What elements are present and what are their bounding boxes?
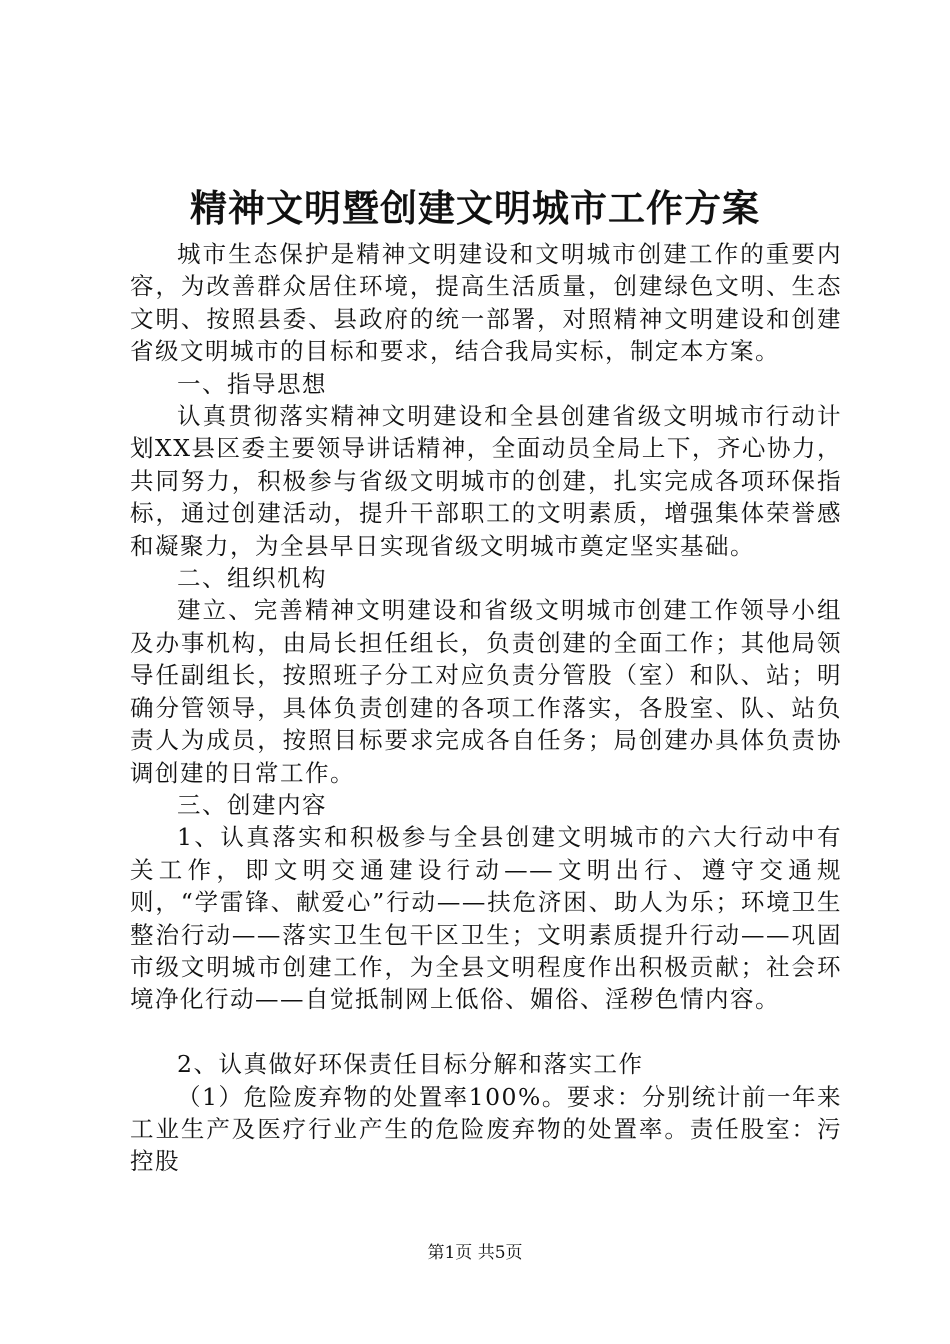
section-heading-organization: 二、组织机构 — [177, 564, 327, 593]
section-heading-content: 三、创建内容 — [177, 790, 327, 819]
intro-paragraph: 城市生态保护是精神文明建设和文明城市创建工作的重要内容，为改善群众居住环境，提高生活质量，创建绿色文明、生态文明、按照县委、县政府的统一部署，对照精神文明建设和创建省级文明城市的目标和要求，结合我局实标，制定本方案。 — [130, 240, 842, 366]
document-body — [130, 238, 842, 1178]
section-body-content: 1、认真落实和积极参与全县创建文明城市的六大行动中有关工作，即文明交通建设行动——文明出行、遵守交通规则，“学雷锋、献爱心”行动——扶危济困、助人为乐；环境卫生整治行动——落实卫生包干区卫生；文明素质提升行动——巩固市级文明城市创建工作，为全县文明程度作出积极贡献；社会环境净化行动——自觉抵制网上低俗、媚俗、淫秽色情内容。 — [130, 823, 842, 1014]
paragraph-spacer — [130, 1016, 842, 1048]
item-2-sub-1: （1）危险废弃物的处置率100%。要求：分别统计前一年来工业生产及医疗行业产生的危险废弃物的处置率。责任股室：污控股 — [130, 1082, 842, 1176]
section-body-guiding-ideology: 认真贯彻落实精神文明建设和全县创建省级文明城市行动计划XX县区委主要领导讲话精神，全面动员全局上下，齐心协力，共同努力，积极参与省级文明城市的创建，扎实完成各项环保指标，通过创建活动，提升干部职工的文明素质，增强集体荣誉感和凝聚力，为全县早日实现省级文明城市奠定坚实基础。 — [130, 402, 842, 560]
page-footer: 第1页 共5页 — [427, 1243, 523, 1263]
item-2-heading: 2、认真做好环保责任目标分解和落实工作 — [177, 1050, 644, 1079]
page-title: 精神文明暨创建文明城市工作方案 — [190, 186, 760, 230]
section-heading-guiding-ideology: 一、指导思想 — [177, 369, 327, 398]
section-body-organization: 建立、完善精神文明建设和省级文明城市创建工作领导小组及办事机构，由局长担任组长，负责创建的全面工作；其他局领导任副组长，按照班子分工对应负责分管股（室）和队、站；明确分管领导，具体负责创建的各项工作落实，各股室、队、站负责人为成员，按照目标要求完成各自任务；局创建办具体负责协调创建的日常工作。 — [130, 596, 842, 787]
